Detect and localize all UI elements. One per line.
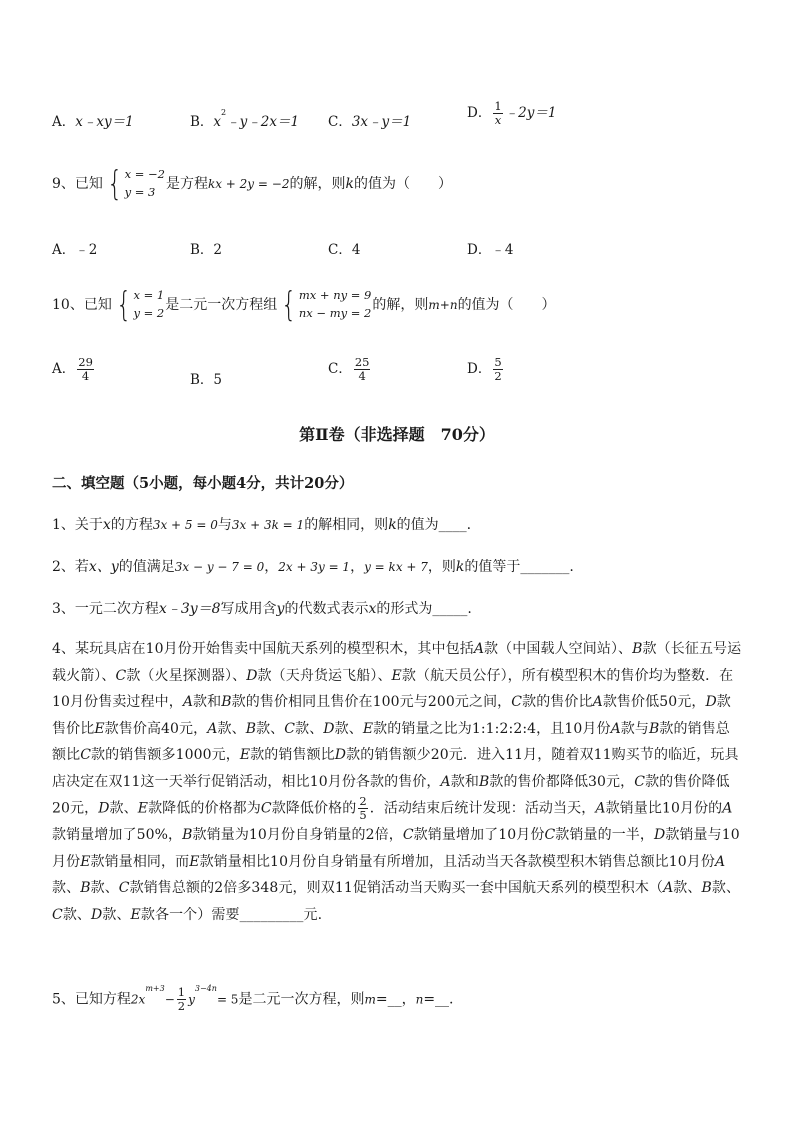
variable: E: [391, 667, 402, 684]
question-text: 是二元一次方程组: [165, 296, 278, 313]
variable: C: [80, 747, 92, 763]
paragraph-text: 款、: [102, 906, 131, 923]
paragraph-text: 款（天舟货运飞船）、: [257, 667, 392, 684]
paragraph-text: 款的售价相同且售价在100元与200元之间，: [231, 694, 512, 710]
paragraph-text: 款售价比: [52, 694, 731, 737]
system-lines: [133, 287, 164, 323]
question-text: 的值等于_______.: [464, 559, 574, 575]
option-text: 3x﹣y＝1: [351, 114, 412, 130]
paragraph-text: 款、: [256, 720, 285, 737]
system-line: nx − my = 2: [298, 305, 372, 320]
variable: x: [102, 517, 111, 533]
option-label: B．: [190, 114, 214, 130]
fraction-num: 1: [177, 985, 186, 999]
variable: B: [649, 720, 660, 737]
paragraph-text: 款销量相同，而: [90, 853, 190, 870]
variable: k: [388, 517, 397, 533]
question-9: [52, 163, 452, 204]
paragraph-text: 款（长征五号运载火箭）、: [52, 641, 742, 684]
paragraph-text: 款销量相比10月份自身销量有所增加，且活动当天各款模型积木销售总额比10月份: [199, 853, 715, 870]
paragraph-text: 款销量为10月份自身销量的2倍，: [192, 827, 403, 844]
paragraph-text: 款和: [193, 694, 222, 710]
operator: −: [164, 992, 175, 1007]
q10-option-c: [328, 356, 372, 383]
variable: D: [323, 720, 335, 737]
superscript: 2: [221, 108, 227, 117]
paragraph-text: 款销量增加了10月份: [413, 827, 545, 844]
system-line: x = −2: [124, 167, 165, 181]
variable: A: [592, 694, 603, 710]
variable: C: [511, 694, 523, 710]
variable: A: [715, 853, 726, 870]
fraction-den: 4: [81, 369, 90, 384]
paragraph-text: 款（火星探测器）、: [126, 667, 247, 684]
paragraph-text: 款、: [62, 906, 92, 923]
paragraph-text: 款、: [109, 800, 138, 817]
variable: A: [610, 720, 621, 737]
question-text: 2、若: [52, 559, 89, 575]
paragraph-text: 款降低价格的: [271, 800, 357, 817]
fraction-den: 2: [494, 369, 502, 384]
option-text: ﹣y﹣2x＝1: [226, 114, 300, 130]
variable: k: [455, 559, 465, 575]
paragraph-text: 款（航天员公仔），所有模型积木的售价均为整数．在10月份售卖过程中，: [52, 667, 734, 710]
equation-term: = 5: [216, 992, 239, 1007]
system-lines: [299, 287, 372, 323]
q9-option-a: A．﹣2: [52, 242, 98, 258]
paragraph-text: 款销量的一半，: [555, 827, 654, 844]
option-label: C．: [328, 361, 352, 378]
q10-option-a: [52, 356, 96, 383]
question-text: 5、已知方程: [52, 991, 131, 1008]
question-number: 9、已知: [52, 175, 103, 192]
question-text: 的值为（ ）: [353, 175, 452, 192]
variable: B: [80, 880, 91, 897]
paragraph-text: 款的销售额多1000元，: [91, 747, 240, 763]
question-text: 的解，则: [372, 296, 429, 313]
variable: C: [634, 773, 646, 790]
variable: D: [246, 667, 258, 684]
option-label: A．: [52, 114, 76, 130]
q9-option-d: D．﹣4: [467, 242, 514, 258]
brace-glyph: {: [281, 284, 297, 325]
question-text: 的值为____.: [396, 517, 472, 533]
equation-system: [113, 284, 165, 325]
question-text: 3、一元二次方程: [52, 601, 159, 617]
fraction-den: x: [494, 113, 502, 128]
paragraph-text: 款、: [295, 720, 324, 737]
q10-option-b: B．5: [190, 372, 223, 388]
equation-system: [104, 163, 165, 204]
option-text: ﹣2y＝1: [504, 105, 557, 122]
variable: C: [260, 800, 272, 817]
variable: n: [415, 992, 424, 1007]
paragraph-text: 款降低的价格都为: [148, 800, 261, 817]
option-label: D．: [467, 361, 492, 378]
option-label: D．: [467, 105, 492, 122]
paragraph-text: 款售价低50元，: [602, 694, 706, 710]
paragraph-text: 款、: [334, 720, 363, 737]
question-text: =__.: [423, 991, 454, 1008]
variable: k: [345, 175, 354, 192]
fraction: [493, 100, 502, 127]
variable: x: [368, 601, 377, 617]
option-label: C．: [328, 114, 352, 130]
q10-option-d: [467, 356, 505, 383]
variable: B: [701, 880, 712, 897]
fraction-den: 5: [359, 808, 367, 823]
variable: B: [221, 694, 232, 710]
variable: B: [478, 773, 490, 790]
fraction: [358, 795, 367, 822]
question-text: 与: [217, 517, 232, 533]
fraction-num: 25: [354, 355, 370, 369]
question-text: =__，: [375, 991, 416, 1008]
variable: E: [80, 853, 91, 870]
q8-option-a: [52, 110, 134, 130]
fill-question-2: [52, 556, 574, 576]
variable: E: [362, 720, 374, 737]
q8-option-c: [328, 110, 411, 130]
exponent: 3−4n: [194, 984, 217, 993]
variable: B: [182, 827, 193, 844]
paragraph-text: 款、: [711, 880, 741, 897]
option-label: A．: [52, 361, 76, 378]
variable: m: [364, 992, 376, 1007]
fraction-num: 29: [78, 355, 93, 369]
variable: A: [722, 800, 733, 817]
question-text: 是方程: [165, 175, 208, 192]
paragraph-text: 款销量比10月份的: [605, 800, 723, 817]
separator: ，: [350, 559, 365, 575]
question-text: 的方程: [110, 517, 153, 533]
variable: A: [473, 641, 485, 657]
variable: A: [595, 800, 606, 817]
variable: E: [189, 853, 200, 870]
equation-term: y: [188, 992, 195, 1007]
question-number: 10、已知: [52, 296, 112, 313]
paragraph-text: 款的销售额比: [250, 747, 335, 763]
exponent: m+3: [145, 984, 165, 993]
paragraph-text: 款的销量之比为1:1:2:2:4，且10月份: [373, 720, 611, 737]
paragraph-text: 款的售价都降低30元，: [489, 773, 635, 790]
fraction: [77, 356, 94, 383]
variable: E: [130, 906, 141, 923]
system-line: x = 1: [133, 288, 165, 302]
paragraph-text: 款与: [620, 720, 649, 737]
equation: 3x + 3k = 1: [231, 518, 305, 532]
variable: y: [276, 601, 285, 617]
variable: D: [654, 827, 666, 844]
paragraph-text: 4、某玩具店在10月份开始售卖中国航天系列的模型积木，其中包括: [52, 641, 474, 657]
variable: A: [182, 694, 194, 710]
variable: D: [334, 747, 347, 763]
paragraph-text: 款的售价降低20元，: [52, 773, 730, 817]
variable: E: [94, 720, 105, 737]
option-text: x: [213, 114, 222, 130]
q9-option-c: C．4: [328, 242, 361, 258]
question-text: 是二元一次方程，则: [238, 991, 365, 1008]
fraction: [177, 986, 186, 1013]
paragraph-text: 款、: [217, 720, 246, 737]
variable: C: [52, 906, 63, 923]
paragraph-text: 款销量与10月份: [52, 827, 740, 870]
variable: D: [705, 694, 717, 710]
variable: x、y: [88, 559, 119, 575]
question-text: 1、关于: [52, 517, 103, 533]
q9-option-b: B．2: [190, 242, 223, 258]
paragraph-text: 款各一个）需要_________元.: [140, 906, 323, 923]
equation-term: 2x: [130, 992, 146, 1007]
part2-title: 第Ⅱ卷（非选择题 70分）: [299, 425, 495, 444]
q8-option-d: [467, 100, 556, 127]
variable: E: [137, 800, 149, 817]
brace-glyph: {: [107, 163, 123, 204]
paragraph-text: 款和: [450, 773, 479, 790]
fraction: [354, 356, 371, 383]
section-heading: 二、填空题（5小题，每小题4分，共计20分）: [52, 475, 354, 492]
system-line: y = 3: [124, 184, 156, 199]
variable: C: [544, 827, 556, 844]
variable: m+n: [428, 297, 458, 312]
paragraph-text: 款、: [673, 880, 702, 897]
fraction-den: 4: [358, 369, 366, 384]
fraction-num: 1: [494, 99, 502, 113]
equation: y = kx + 7: [364, 560, 428, 574]
separator: ，: [264, 559, 279, 575]
fraction-num: 5: [494, 355, 502, 369]
variable: D: [98, 800, 110, 817]
equation: 3x + 5 = 0: [152, 518, 218, 532]
question-text: 的形式为_____.: [376, 601, 472, 617]
paragraph-text: 款、: [90, 880, 119, 897]
fraction: [493, 356, 502, 383]
question-10: [52, 284, 556, 325]
variable: A: [440, 773, 451, 790]
equation: x﹣3y＝8: [158, 601, 221, 617]
variable: E: [239, 747, 251, 763]
question-text: 的代数式表示: [284, 601, 369, 617]
system-lines: [125, 166, 165, 202]
variable: D: [91, 906, 103, 923]
variable: A: [207, 720, 218, 737]
question-text: 写成用含: [220, 601, 277, 617]
system-line: mx + ny = 9: [298, 288, 372, 302]
brace-glyph: {: [116, 284, 132, 325]
equation: kx + 2y = −2: [207, 176, 290, 191]
paragraph-text: ．活动结束后统计发现：活动当天，: [369, 800, 596, 817]
paragraph-text: 款的售价比: [522, 694, 593, 710]
fill-question-3: [52, 598, 472, 618]
fill-question-1: [52, 514, 471, 534]
paragraph-text: 款售价高40元，: [104, 720, 208, 737]
paragraph-text: 款（中国载人空间站）、: [484, 641, 633, 657]
question-text: 的解，则: [289, 175, 346, 192]
option-text: x﹣xy＝1: [75, 114, 134, 130]
equation: 2x + 3y = 1: [278, 560, 351, 574]
fill-question-4: [52, 636, 742, 928]
fill-question-5: [52, 986, 454, 1013]
paragraph-text: 款、: [52, 880, 81, 897]
paragraph-text: 款销售总额的2倍多348元，则双11促销活动当天购买一套中国航天系列的模型积木（: [129, 880, 664, 897]
q8-option-b: [190, 110, 299, 130]
paragraph-text: 款销量增加了50%，: [52, 827, 183, 844]
question-text: 的值满足: [118, 559, 175, 575]
variable: B: [245, 720, 257, 737]
variable: C: [115, 667, 127, 684]
paragraph-text: 款的销售总额比: [52, 720, 730, 763]
question-text: 的解相同，则: [304, 517, 389, 533]
question-text: ，则: [427, 559, 456, 575]
equation-system: [278, 284, 372, 325]
variable: C: [402, 827, 414, 844]
fraction-den: 2: [177, 999, 186, 1014]
variable: A: [663, 880, 674, 897]
paragraph-text: 款的销售额少20元．进入11月，随着双11购买节的临近，玩具店决定在双11这一天举行促销活动，相比10月份各款的售价，: [52, 747, 739, 790]
question-text: 的值为（ ）: [457, 296, 556, 313]
fraction-num: 2: [359, 794, 367, 808]
variable: C: [284, 720, 296, 737]
system-line: y = 2: [133, 305, 165, 320]
variable: B: [632, 641, 643, 657]
variable: C: [118, 880, 130, 897]
equation: 3x − y − 7 = 0: [174, 560, 265, 574]
